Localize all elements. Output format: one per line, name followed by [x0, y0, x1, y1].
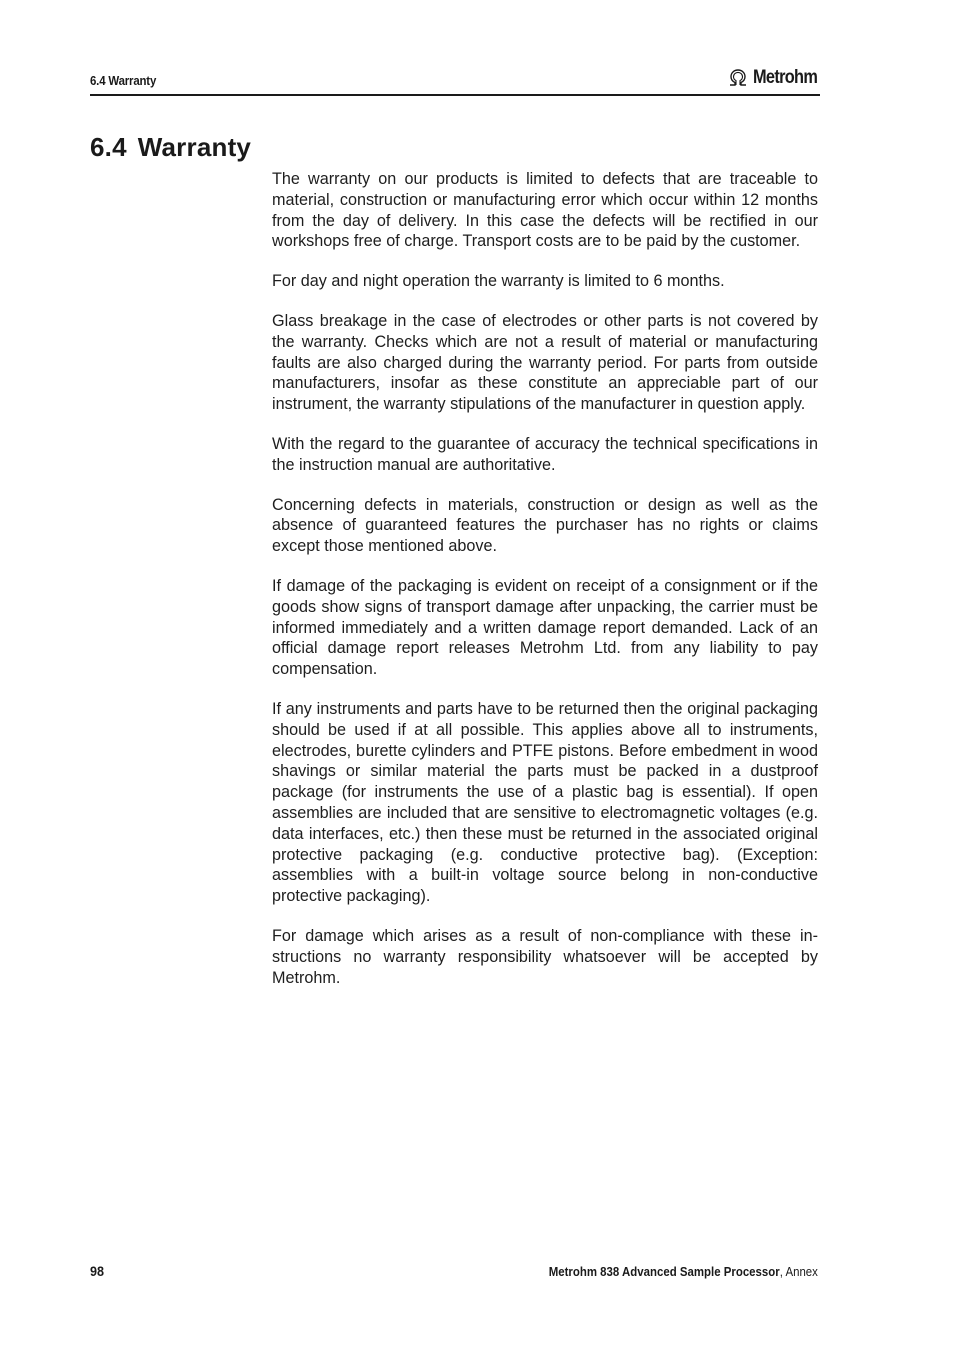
page-header — [90, 64, 820, 96]
warranty-body — [272, 169, 818, 1007]
metrohm-logo — [727, 67, 818, 89]
page-number: 98 — [90, 1263, 105, 1279]
paragraph: If any instruments and parts have to be returned then the original packaging should be used if at all possible. This applies above all to instruments, electrodes, burette cylinders and PTFE pistons. Before embedment in wood shavings or similar material the parts must be packed in a dustproof package (for instruments the use of a plastic bag is essential). If open assemblies are included that are sensitive to electromagnetic voltages (e.g. data interfaces, etc.) then these must be returned in the associated original protective packaging (e.g. conductive protective bag). (Exception: assemblies with a built-in voltage source belong in non-conductive protective packaging). — [272, 699, 818, 906]
running-header-section: 6.4 Warranty — [90, 73, 157, 88]
paragraph: With the regard to the guarantee of accuracy the technical specifications in the instruction manual are authoritative. — [272, 434, 818, 474]
section-number: 6.4 — [90, 132, 127, 162]
paragraph: Glass breakage in the case of electrodes or other parts is not covered by the warranty. Checks which are not a result of material or manufacturing faults are also charged during the warranty period. For parts from outside manufacturers, insofar as these constitute an appreciable part of our instrument, the warranty stipulations of the manufacturer in question apply. — [272, 311, 818, 414]
footer-suffix: , Annex — [779, 1264, 818, 1279]
paragraph: The warranty on our products is limited to defects that are traceable to material, construction or manufacturing error which occur within 12 months from the day of delivery. In this case the defects will be rectified in our workshops free of charge. Transport costs are to be paid by the customer. — [272, 170, 818, 251]
section-heading — [90, 132, 251, 163]
paragraph: If damage of the packaging is evident on receipt of a consignment or if the goods show signs of transport damage after unpacking, the carrier must be informed immediately and a written damage report demanded. Lack of an official damage report releases Metrohm Ltd. from any liability to pay compensation. — [272, 576, 818, 679]
paragraph: For damage which arises as a result of non-compliance with these instructions no warranty responsibility whatsoever will be accepted by Metrohm. — [272, 926, 818, 987]
paragraph: For day and night operation the warranty is limited to 6 months. — [272, 272, 725, 291]
footer-document-title — [549, 1264, 818, 1279]
metrohm-omega-logo-icon — [727, 68, 749, 88]
section-title-text: Warranty — [137, 132, 252, 162]
brand-name: Metrohm — [753, 67, 818, 88]
paragraph: Concerning defects in materials, construction or design as well as the absence of guaranteed features the purchaser has no rights or claims except those mentioned above. — [272, 495, 818, 556]
footer-product-name: Metrohm 838 Advanced Sample Processor — [548, 1264, 780, 1279]
